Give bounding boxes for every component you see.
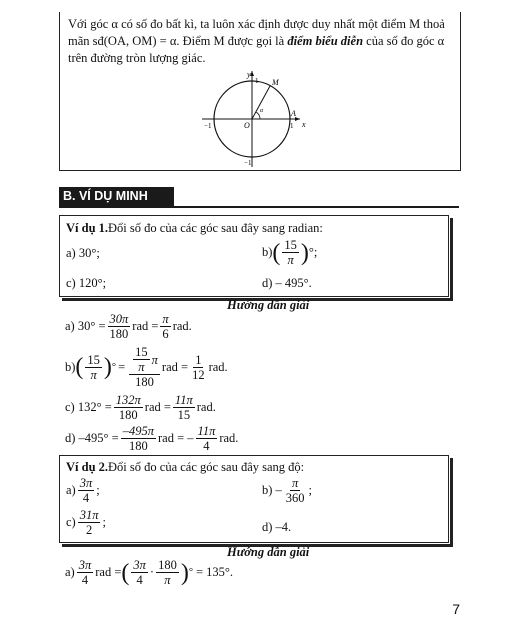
denominator: π xyxy=(138,360,145,374)
paren-open: ( xyxy=(272,239,281,266)
compound-numerator xyxy=(129,345,160,375)
denominator: 180 xyxy=(118,408,138,422)
fraction xyxy=(108,312,131,341)
theory-line-3: trên đường tròn lượng giác. xyxy=(68,51,206,65)
numerator: –495π xyxy=(122,424,154,438)
fraction xyxy=(133,345,150,374)
denominator: 360 xyxy=(285,491,305,505)
example1-b-label: b) xyxy=(262,245,273,259)
solution1-c xyxy=(65,393,216,422)
example1-b-post: °; xyxy=(308,245,318,259)
paren-close: ) xyxy=(103,354,112,380)
example1-c: c) 120°; xyxy=(66,276,107,290)
fraction xyxy=(160,312,170,341)
compound-fraction xyxy=(129,345,160,389)
denominator: 180 xyxy=(109,327,129,341)
fraction xyxy=(190,353,207,382)
fraction xyxy=(156,558,179,587)
example2-label: Ví dụ 2. xyxy=(66,460,109,474)
denominator: 180 xyxy=(128,439,148,453)
fraction xyxy=(121,424,156,453)
denominator: 4 xyxy=(81,573,89,587)
fraction xyxy=(85,353,102,382)
s2a-mid: rad = xyxy=(95,565,122,579)
numerator: π xyxy=(292,476,299,490)
y-axis-arrow xyxy=(250,71,254,76)
theory-line-2a: mãn sđ(OA, OM) = α. Điểm M được gọi là xyxy=(68,34,288,48)
theory-line-2c: của số đo góc α xyxy=(363,34,445,48)
example2-d: d) –4. xyxy=(262,520,292,534)
numerator: 1 xyxy=(195,352,202,367)
example2-c xyxy=(66,508,106,537)
denominator: π xyxy=(287,253,294,267)
example1-a: a) 30°; xyxy=(66,246,100,260)
label-o: O xyxy=(244,121,250,130)
denominator: 4 xyxy=(203,439,210,453)
fraction xyxy=(114,393,143,422)
fraction xyxy=(282,238,299,267)
s2a-pre: a) xyxy=(65,565,75,579)
paren-open: ( xyxy=(75,354,84,380)
label-one-right: 1 xyxy=(290,122,294,130)
theory-text xyxy=(68,16,453,67)
fraction xyxy=(284,476,307,505)
s1c-pre: c) 132° = xyxy=(65,400,112,414)
theory-box xyxy=(59,12,461,171)
paren-close: ) xyxy=(300,239,309,266)
example1-b xyxy=(262,238,317,267)
label-m: M xyxy=(272,78,279,87)
radius-om xyxy=(252,86,270,119)
page-number: 7 xyxy=(452,601,460,617)
e2a-pre: a) xyxy=(66,483,76,497)
solution1-a xyxy=(65,312,192,341)
s1a-pre: a) 30° = xyxy=(65,319,106,333)
denominator: π xyxy=(164,573,171,587)
label-one-top: 1 xyxy=(255,77,259,85)
e2c-post: ; xyxy=(102,515,106,529)
denominator: 6 xyxy=(162,327,169,341)
theory-line-2 xyxy=(68,33,453,50)
section-divider xyxy=(59,206,459,208)
solution1-b xyxy=(65,345,228,389)
s1a-mid: rad = xyxy=(132,319,159,333)
denominator: 2 xyxy=(85,523,93,537)
fraction xyxy=(78,508,101,537)
s1b-end: rad. xyxy=(208,359,228,374)
label-minus-one-left: −1 xyxy=(204,122,212,130)
example1-prompt: Đổi số đo của các góc sau đây sang radian: xyxy=(108,221,323,235)
s1b-mid: rad = xyxy=(161,359,189,374)
numerator: 180 xyxy=(158,558,177,572)
paren-close: ) xyxy=(180,559,189,586)
example1-title xyxy=(66,221,323,236)
solution2-heading: Hướng dẫn giải xyxy=(227,545,310,559)
denominator: 4 xyxy=(136,573,143,587)
solution1-heading: Hướng dẫn giải xyxy=(227,298,310,312)
example2-a xyxy=(66,476,100,505)
paren-open: ( xyxy=(121,559,130,586)
denominator: 180 xyxy=(135,375,154,389)
e2a-post: ; xyxy=(96,483,100,497)
fraction xyxy=(173,393,195,422)
e2b-post: ; xyxy=(308,483,313,497)
numerator: 15 xyxy=(284,238,297,252)
numerator: 3π xyxy=(133,558,146,572)
pi-factor: π xyxy=(151,352,158,367)
label-y: y xyxy=(247,70,251,79)
dot-operator: · xyxy=(149,565,155,579)
example2-prompt: Đổi số đo của các góc sau đây sang độ: xyxy=(108,460,305,474)
label-a: A xyxy=(291,109,296,118)
section-header: B. VÍ DỤ MINH xyxy=(59,187,174,206)
e2c-pre: c) xyxy=(66,515,76,529)
theory-emphasis: điểm biểu diễn xyxy=(287,34,364,48)
degree-sign: ° xyxy=(188,567,193,578)
denominator: 12 xyxy=(192,367,205,382)
example1-d: d) – 495°. xyxy=(262,276,312,290)
example2-title xyxy=(66,460,304,475)
fraction xyxy=(131,558,148,587)
s1d-mid: rad = – xyxy=(157,431,194,445)
denominator: 4 xyxy=(82,491,90,505)
fraction xyxy=(77,558,94,587)
label-minus-one-bottom: −1 xyxy=(244,159,252,167)
fraction xyxy=(78,476,95,505)
theory-line-1: Với góc α có số đo bất kì, ta luôn xác định được duy nhất một điểm M thoả xyxy=(68,17,445,31)
example2-box xyxy=(59,455,449,543)
numerator: π xyxy=(162,312,169,326)
numerator: 132π xyxy=(115,393,141,407)
e2b-pre: b) – xyxy=(262,483,282,497)
numerator: 3π xyxy=(79,476,93,490)
denominator: 15 xyxy=(177,408,191,422)
fraction xyxy=(196,424,218,453)
numerator: 30π xyxy=(109,312,129,326)
numerator: 15 xyxy=(135,345,148,359)
degree-sign: ° xyxy=(111,361,117,373)
example2-b xyxy=(262,476,312,505)
numerator: 15 xyxy=(87,352,100,367)
label-x: x xyxy=(302,120,306,129)
s1a-end: rad. xyxy=(172,319,192,333)
solution2-a xyxy=(65,558,233,587)
numerator: 31π xyxy=(79,508,99,522)
s2a-end: = 135°. xyxy=(195,565,234,579)
s1b-eq: = xyxy=(118,359,126,374)
example1-box xyxy=(59,215,449,297)
denominator: π xyxy=(90,367,97,382)
example1-label: Ví dụ 1. xyxy=(66,221,109,235)
s1d-pre: d) –495° = xyxy=(65,431,119,445)
numerator: 3π xyxy=(78,558,92,572)
numerator: 11π xyxy=(174,393,193,407)
unit-circle-figure xyxy=(200,67,310,169)
s1b-pre: b) xyxy=(65,359,76,374)
s1c-mid: rad = xyxy=(144,400,171,414)
s1d-end: rad. xyxy=(219,431,239,445)
numerator: 11π xyxy=(197,424,216,438)
s1c-end: rad. xyxy=(196,400,216,414)
solution1-d xyxy=(65,424,238,453)
label-alpha: α xyxy=(260,108,264,114)
